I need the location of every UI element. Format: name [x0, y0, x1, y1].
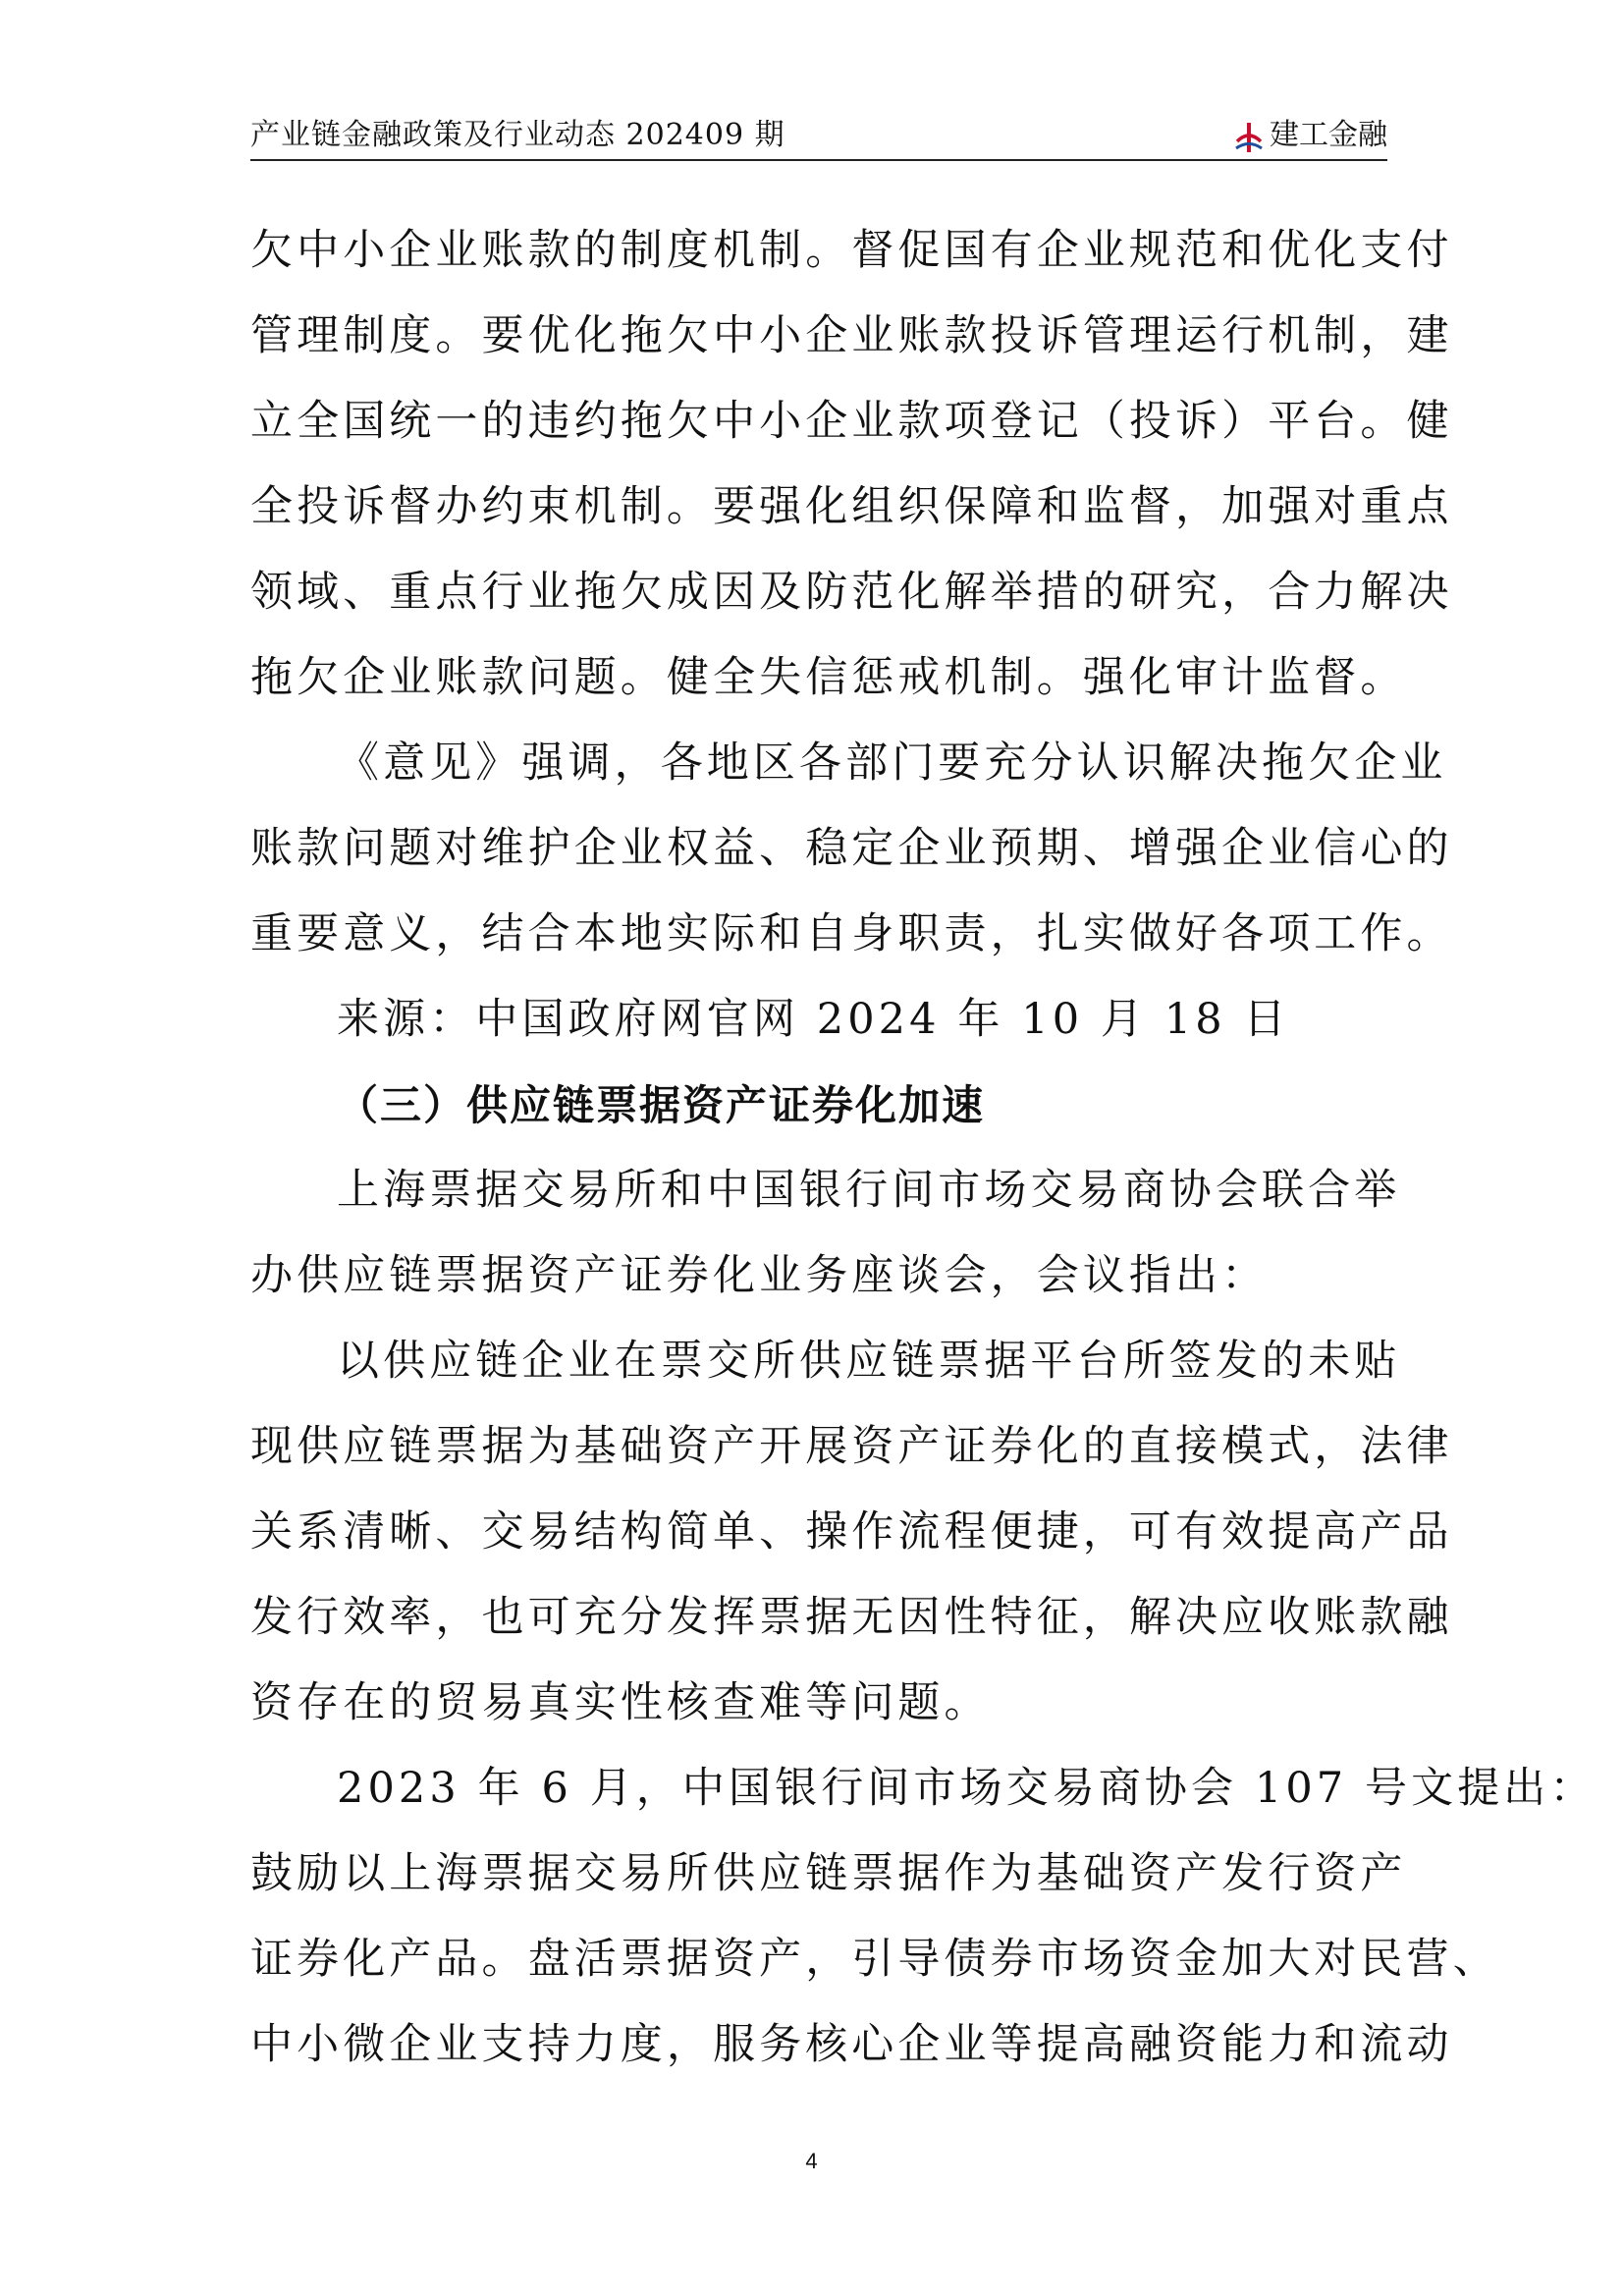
brand-logo-icon	[1234, 122, 1264, 153]
body-line: 管理制度。要优化拖欠中小企业账款投诉管理运行机制，建	[250, 311, 1453, 360]
body-line: 关系清晰、交易结构简单、操作流程便捷，可有效提高产品	[250, 1507, 1453, 1557]
header-brand	[1234, 110, 1387, 153]
body-line: 欠中小企业账款的制度机制。督促国有企业规范和优化支付	[250, 226, 1453, 275]
body-line: 鼓励以上海票据交易所供应链票据作为基础资产发行资产	[250, 1849, 1407, 1898]
body-line: 现供应链票据为基础资产开展资产证券化的直接模式，法律	[250, 1422, 1453, 1471]
body-line: 发行效率，也可充分发挥票据无因性特征，解决应收账款融	[250, 1593, 1453, 1642]
page-number: 4	[805, 2149, 818, 2173]
body-line: 账款问题对维护企业权益、稳定企业预期、增强企业信心的	[250, 824, 1453, 873]
header-title: 产业链金融政策及行业动态 202409 期	[250, 118, 785, 152]
body-line: 全投诉督办约束机制。要强化组织保障和监督，加强对重点	[250, 482, 1453, 531]
body-line: 重要意义，结合本地实际和自身职责，扎实做好各项工作。	[250, 909, 1453, 958]
body-text	[250, 208, 1596, 2088]
source-line: 来源：中国政府网官网 2024 年 10 月 18 日	[337, 995, 1290, 1044]
page-header	[250, 110, 1387, 161]
brand-name: 建工金融	[1270, 118, 1387, 152]
body-line: 《意见》强调，各地区各部门要充分认识解决拖欠企业	[337, 738, 1447, 788]
body-line: 领域、重点行业拖欠成因及防范化解举措的研究，合力解决	[250, 568, 1453, 617]
body-line: 中小微企业支持力度，服务核心企业等提高融资能力和流动	[250, 2020, 1453, 2069]
body-line: 办供应链票据资产证券化业务座谈会，会议指出：	[250, 1251, 1269, 1300]
body-line: 2023 年 6 月，中国银行间市场交易商协会 107 号文提出：	[337, 1764, 1596, 1813]
body-line: 证券化产品。盘活票据资产，引导债券市场资金加大对民营、	[250, 1935, 1499, 1984]
body-line: 以供应链企业在票交所供应链票据平台所签发的未贴	[337, 1337, 1401, 1386]
body-line: 拖欠企业账款问题。健全失信惩戒机制。强化审计监督。	[250, 653, 1407, 702]
section-heading: （三）供应链票据资产证券化加速	[337, 1081, 986, 1129]
body-line: 资存在的贸易真实性核查难等问题。	[250, 1678, 991, 1727]
body-line: 上海票据交易所和中国银行间市场交易商协会联合举	[337, 1166, 1401, 1215]
body-line: 立全国统一的违约拖欠中小企业款项登记（投诉）平台。健	[250, 397, 1453, 446]
